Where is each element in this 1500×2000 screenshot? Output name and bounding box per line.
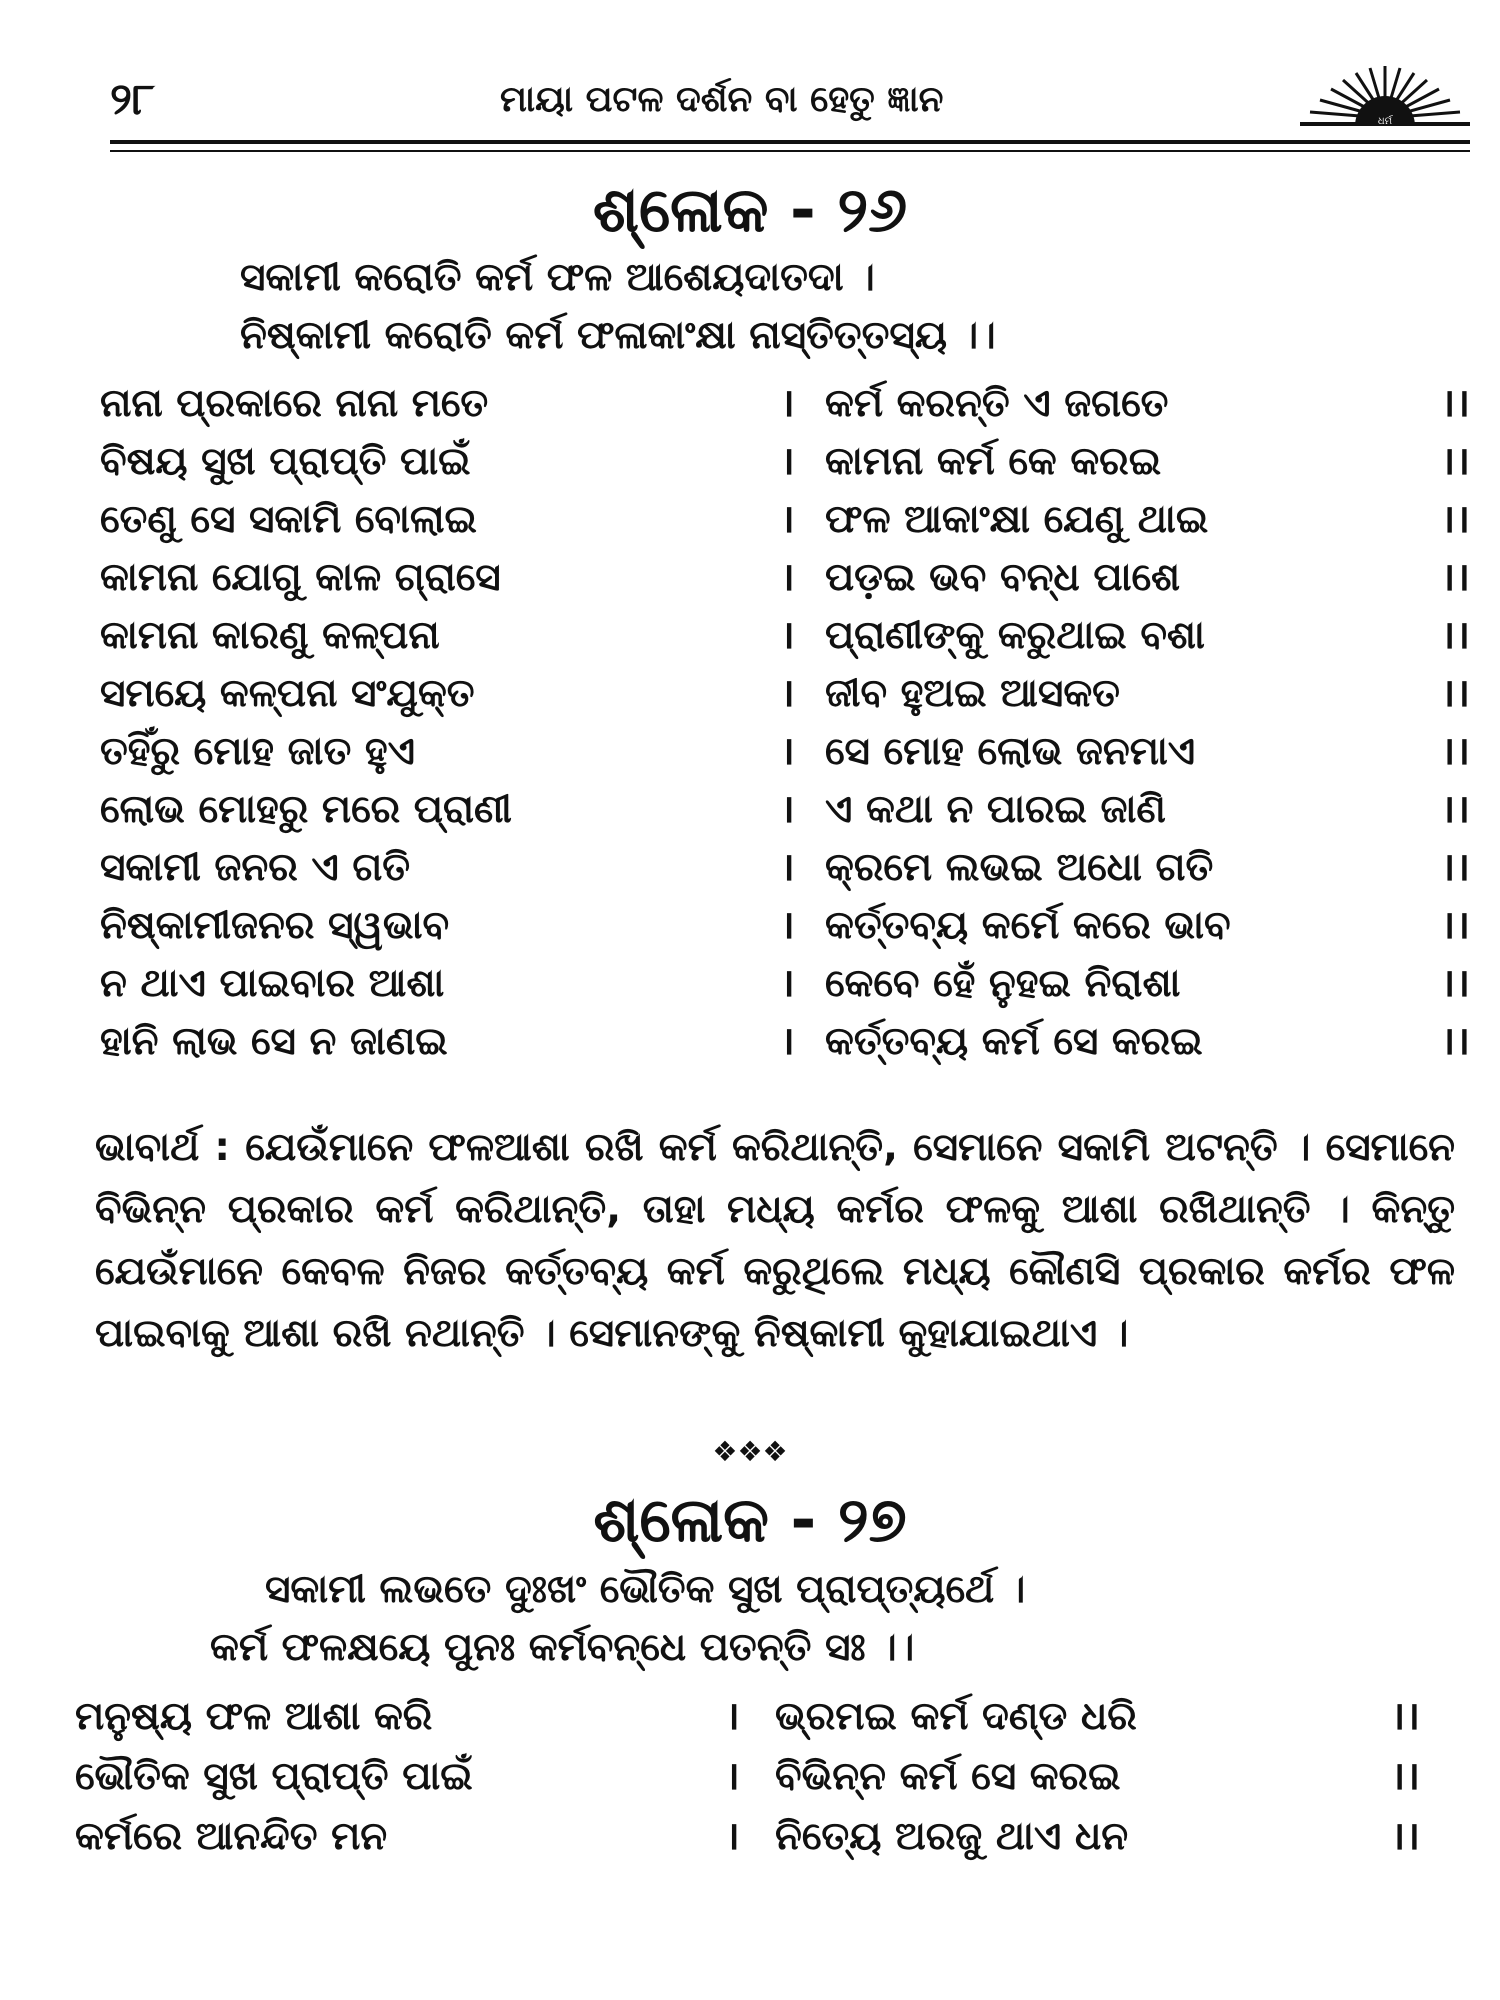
couplet-first-half: ଲୋଭ ମୋହରୁ ମରେ ପ୍ରାଣୀ [100,787,512,832]
header-rule-thin [110,150,1470,152]
sloka-heading: ଶ୍ଳୋକ - ୨୬ [592,173,908,246]
couplet-row [100,665,1470,723]
double-danda-mark: ।। [1390,1754,1420,1799]
logo-text: ଧର୍ମ [1377,116,1393,127]
couplet-first-half: ସକାମୀ ଜନର ଏ ଗତି [100,845,411,890]
rising-sun-logo-icon [1300,60,1470,130]
danda-mark: । [780,903,795,948]
commentary-text: ଯେଉଁମାନେ ଫଳଆଶା ରଖି କର୍ମ କରିଥାନ୍ତି, ସେମାନେ ସକାମି ଅଟନ୍ତି । ସେମାନେ ବିଭିନ୍ନ ପ୍ରକାର କର୍ମ କରିଥାନ୍ତି, ତାହା ମଧ୍ୟ କର୍ମର ଫଳକୁ ଆଶା ରଖିଥାନ୍ତି । କିନ୍ତୁ ଯେଉଁମାନେ କେବଳ ନିଜର କର୍ତ୍ତବ୍ୟ କର୍ମ କରୁଥିଲେ ମଧ୍ୟ କୌଣସି ପ୍ରକାର କର୍ମର ଫଳ ପାଇବାକୁ ଆଶା ରଖି ନଥାନ୍ତି । ସେମାନଙ୍କୁ ନିଷ୍କାମୀ କୁହାଯାଇଥାଏ । [95,1125,1456,1356]
couplet-first-half: ନାନା ପ୍ରକାରେ ନାନା ମତେ [100,381,489,426]
couplet-row [75,1808,1445,1866]
double-danda-mark: ।। [1440,497,1470,542]
couplet-second-half: କେବେ ହେଁ ନୁହଇ ନିରାଶା [825,961,1181,1006]
couplet-row [100,723,1470,781]
couplet-row [75,1748,1445,1806]
couplet-row [100,839,1470,897]
couplet-row [100,433,1470,491]
couplet-second-half: ପ୍ରାଣୀଙ୍କୁ କରୁଥାଇ ବଶା [825,613,1205,658]
danda-mark: । [780,729,795,774]
danda-mark: । [725,1814,740,1859]
couplet-first-half: ତହିଁରୁ ମୋହ ଜାତ ହୁଏ [100,729,415,774]
sanskrit-verse-line: ନିଷ୍କାମୀ କରୋତି କର୍ମ ଫଳାକାଂକ୍ଷା ନାସ୍ତିତ୍ତସ୍ୟ ।। [240,313,996,358]
couplet-row [100,607,1470,665]
header-rule [110,140,1470,144]
couplet-row [75,1688,1445,1746]
danda-mark: । [725,1694,740,1739]
couplet-row [100,781,1470,839]
commentary-label: ଭାବାର୍ଥ : [95,1125,231,1170]
couplet-row [100,955,1470,1013]
couplet-first-half: କାମନା ଯୋଗୁ କାଳ ଗ୍ରାସେ [100,555,501,600]
double-danda-mark: ।। [1440,613,1470,658]
commentary-paragraph [95,1117,1455,1365]
couplet-second-half: ବିଭିନ୍ନ କର୍ମ ସେ କରଇ [775,1754,1121,1799]
couplet-second-half: ଏ କଥା ନ ପାରଇ ଜାଣି [825,787,1166,832]
danda-mark: । [780,1019,795,1064]
couplet-second-half: ପଡ଼ଇ ଭବ ବନ୍ଧ ପାଶେ [825,555,1181,600]
couplet-second-half: ଫଳ ଆକାଂକ୍ଷା ଯେଣୁ ଥାଇ [825,497,1209,542]
couplet-second-half: କର୍ତ୍ତବ୍ୟ କର୍ମେ କରେ ଭାବ [825,903,1231,948]
danda-mark: । [780,497,795,542]
couplet-row [100,491,1470,549]
danda-mark: । [780,555,795,600]
couplet-first-half: ତେଣୁ ସେ ସକାମି ବୋଲାଇ [100,497,477,542]
double-danda-mark: ।। [1440,845,1470,890]
double-danda-mark: ।। [1440,787,1470,832]
sanskrit-verse-line: ସକାମୀ କରୋତି କର୍ମ ଫଳ ଆଶେୟଦାତଦା । [240,255,875,300]
couplet-second-half: କାମନା କର୍ମ କେ କରଇ [825,439,1162,484]
couplet-first-half: କାମନା କାରଣୁ କଳ୍ପନା [100,613,440,658]
couplet-second-half: କର୍ମ କରନ୍ତି ଏ ଜଗତେ [825,381,1169,426]
double-danda-mark: ।। [1440,729,1470,774]
double-danda-mark: ।। [1440,671,1470,716]
double-danda-mark: ।। [1440,903,1470,948]
couplet-first-half: ନିଷ୍କାମୀଜନର ସ୍ୱଭାବ [100,903,450,948]
couplet-first-half: ସମୟେ କଳ୍ପନା ସଂଯୁକ୍ତ [100,671,475,716]
couplet-row [100,549,1470,607]
couplet-second-half: ଭ୍ରମଇ କର୍ମ ଦଣ୍ଡ ଧରି [775,1694,1137,1739]
page-header [110,70,1470,130]
couplet-first-half: ମନୁଷ୍ୟ ଫଳ ଆଶା କରି [75,1694,433,1739]
running-title: ମାୟା ପଟଳ ଦର୍ଶନ ବା ହେତୁ ଜ୍ଞାନ [500,79,944,120]
danda-mark: । [780,787,795,832]
couplet-row [100,375,1470,433]
danda-mark: । [780,381,795,426]
sanskrit-verse-line: ସକାମୀ ଲଭତେ ଦୁଃଖଂ ଭୌତିକ ସୁଖ ପ୍ରାପ୍ତ୍ୟର୍ଥେ । [265,1567,1026,1612]
sanskrit-verse-line: କର୍ମ ଫଳକ୍ଷୟେ ପୁନଃ କର୍ମବନ୍ଧେ ପତନ୍ତି ସଃ ।। [210,1625,915,1670]
couplet-first-half: ଭୌତିକ ସୁଖ ପ୍ରାପ୍ତି ପାଇଁ [75,1754,473,1799]
couplet-second-half: ନିତ୍ୟେ ଅରଜୁ ଥାଏ ଧନ [775,1814,1129,1859]
sloka-heading: ଶ୍ଳୋକ - ୨୭ [593,1483,907,1556]
section-ornament: ❖❖❖ [712,1435,788,1468]
couplet-first-half: ବିଷୟ ସୁଖ ପ୍ରାପ୍ତି ପାଇଁ [100,439,471,484]
double-danda-mark: ।। [1390,1814,1420,1859]
danda-mark: । [780,845,795,890]
couplet-second-half: କ୍ରମେ ଲଭଇ ଅଧୋ ଗତି [825,845,1214,890]
couplet-second-half: କର୍ତ୍ତବ୍ୟ କର୍ମ ସେ କରଇ [825,1019,1203,1064]
couplet-first-half: କର୍ମରେ ଆନନ୍ଦିତ ମନ [75,1814,388,1859]
couplet-row [100,1013,1470,1071]
couplet-first-half: ହାନି ଲାଭ ସେ ନ ଜାଣଇ [100,1019,448,1064]
danda-mark: । [780,671,795,716]
double-danda-mark: ।। [1440,381,1470,426]
couplet-first-half: ନ ଥାଏ ପାଇବାର ଆଶା [100,961,445,1006]
couplet-second-half: ସେ ମୋହ ଲୋଭ ଜନମାଏ [825,729,1196,774]
double-danda-mark: ।। [1440,1019,1470,1064]
danda-mark: । [780,613,795,658]
danda-mark: । [725,1754,740,1799]
double-danda-mark: ।। [1440,439,1470,484]
couplet-row [100,897,1470,955]
danda-mark: । [780,439,795,484]
double-danda-mark: ।। [1390,1694,1420,1739]
danda-mark: । [780,961,795,1006]
double-danda-mark: ।। [1440,555,1470,600]
couplet-second-half: ଜୀବ ହୁଅଇ ଆସକତ [825,671,1120,716]
page-number: ୨୮ [110,74,155,125]
double-danda-mark: ।। [1440,961,1470,1006]
